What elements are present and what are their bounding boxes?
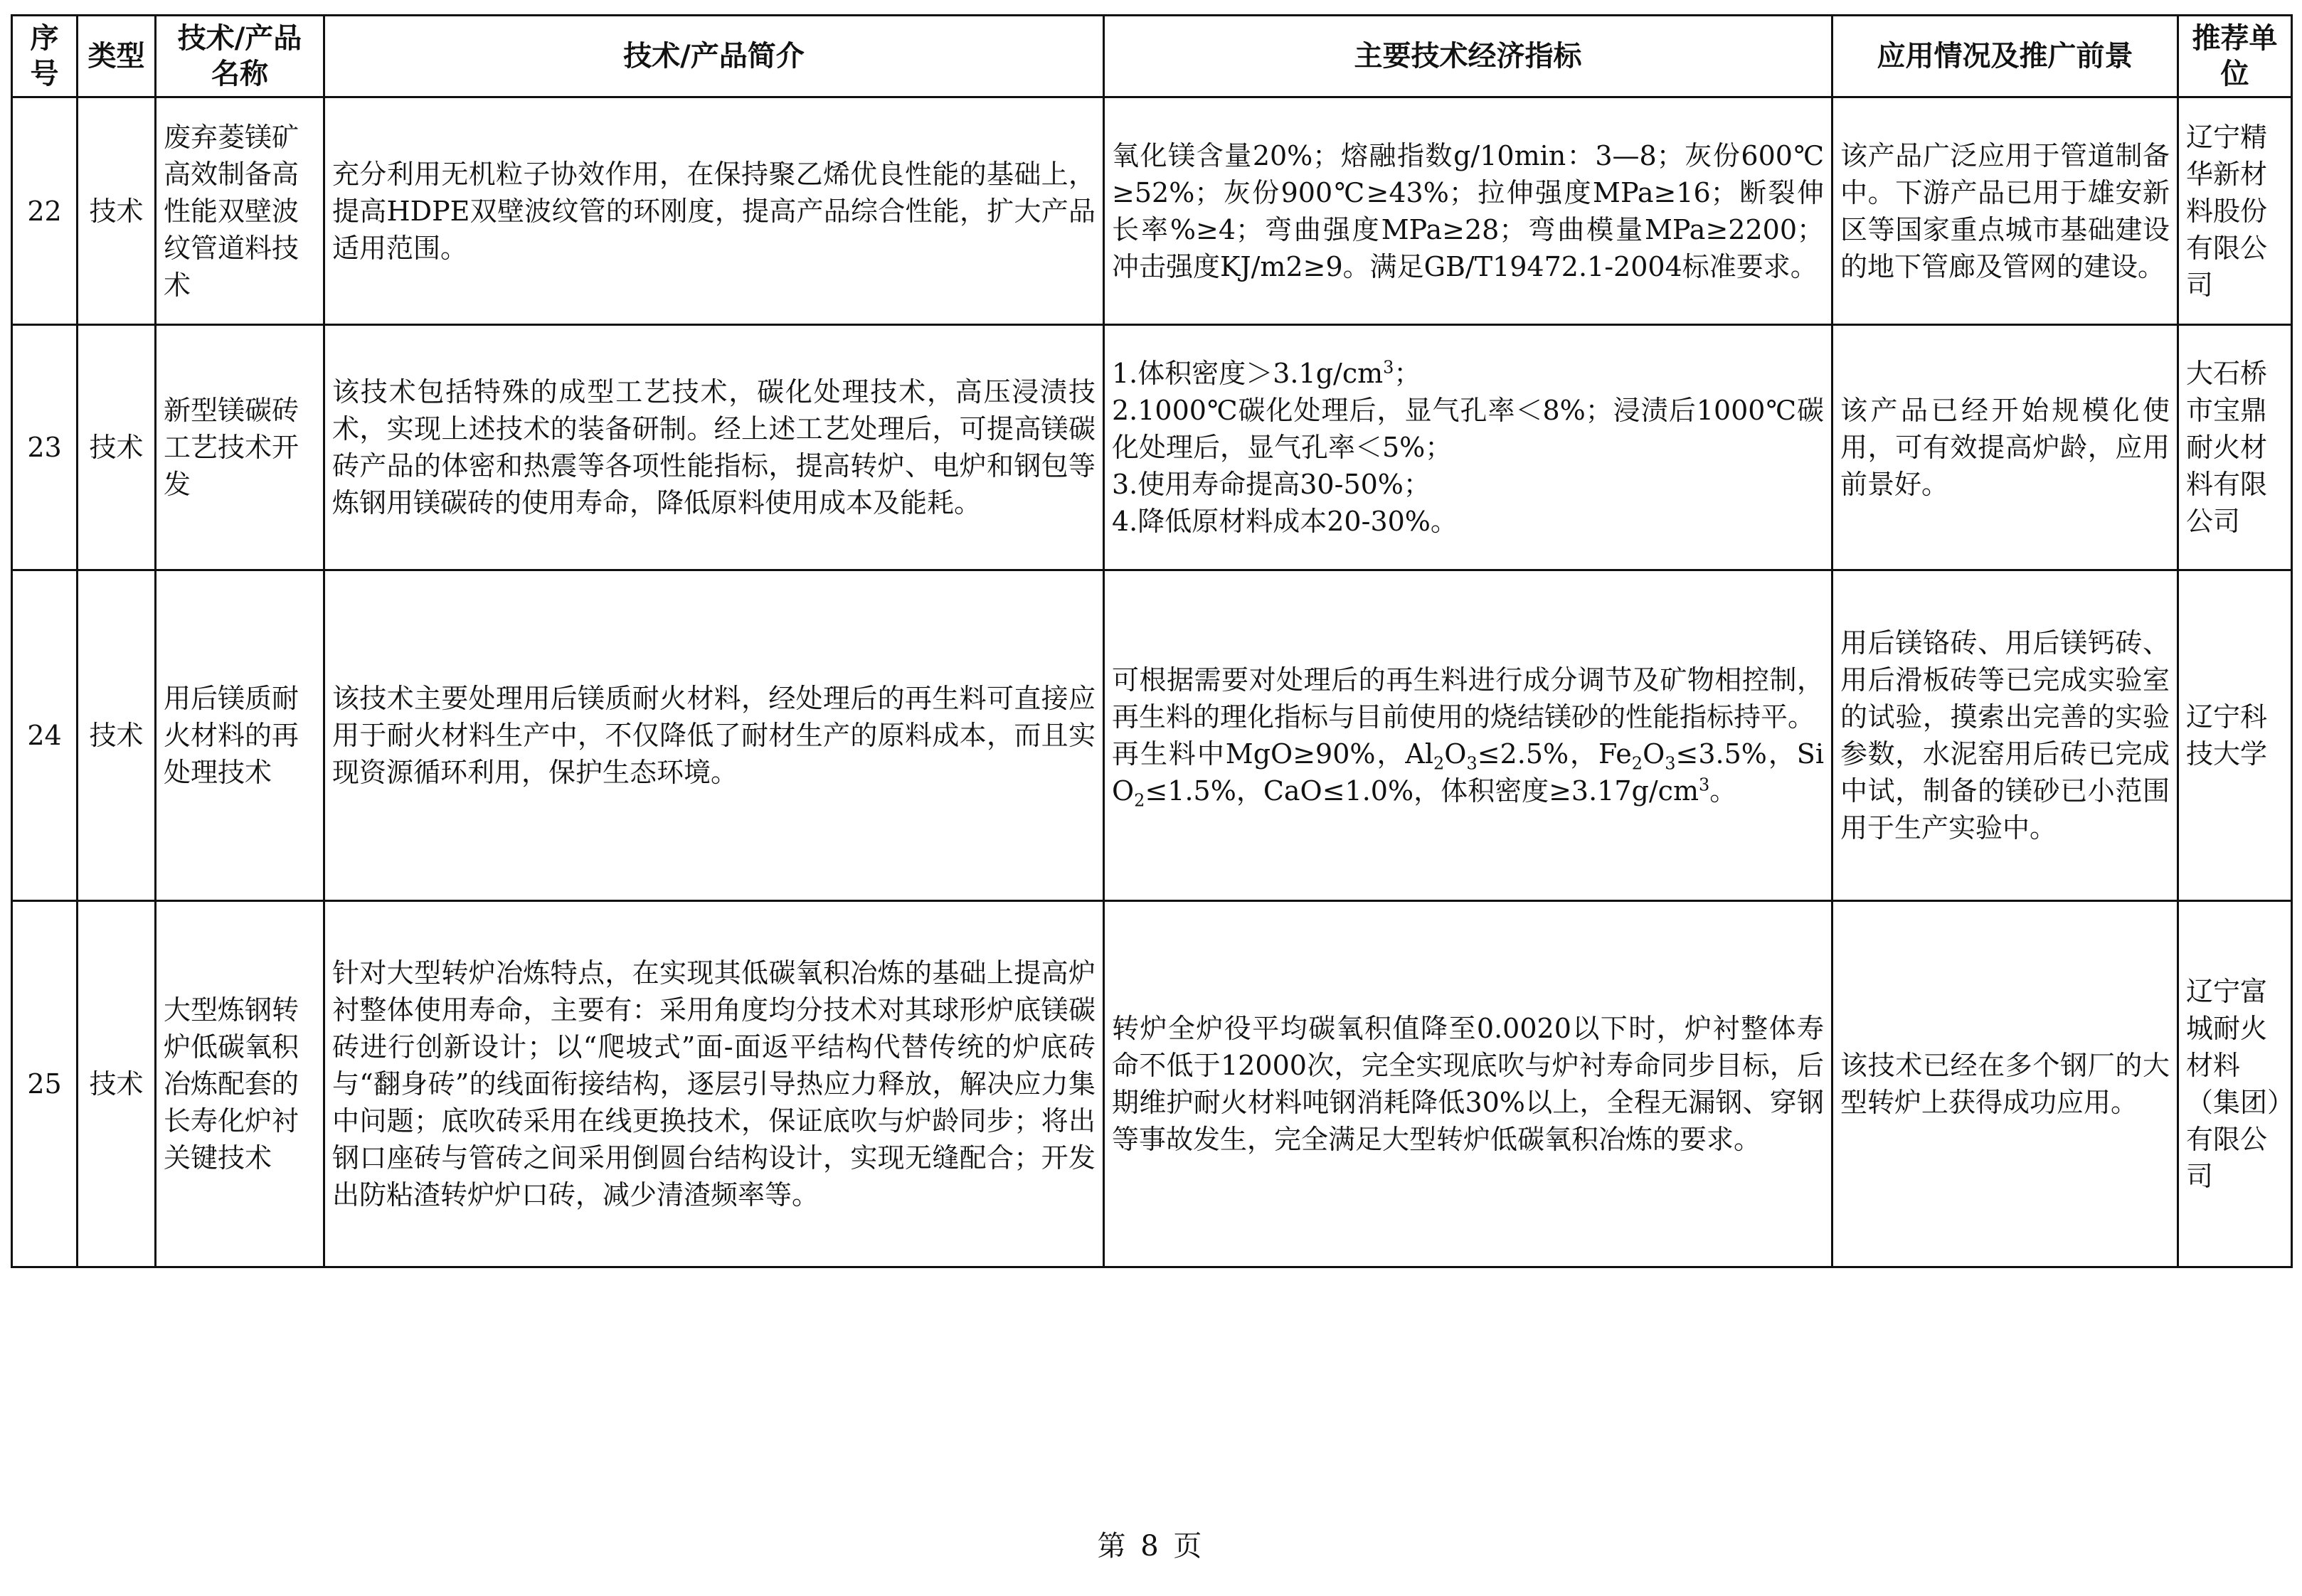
row-indicators (1104, 325, 1832, 570)
indicator-line-4: 4.降低原材料成本20-30%。 (1112, 506, 1458, 537)
row-application: 用后镁铬砖、用后镁钙砖、用后滑板砖等已完成实验室的试验，摸索出完善的实验参数，水泥窑用后砖已完成中试，制备的镁砂已小范围用于生产实验中。 (1832, 570, 2178, 901)
table-header-row (12, 16, 2292, 97)
row-type: 技术 (78, 570, 156, 901)
indicator-line-2: 2.1000℃碳化处理后，显气孔率＜8%；浸渍后1000℃碳化处理后，显气孔率＜5%； (1112, 395, 1824, 463)
header-intro: 技术/产品简介 (324, 16, 1104, 97)
row-org: 大石桥市宝鼎耐火材料有限公司 (2178, 325, 2292, 570)
header-name: 技术/产品名称 (156, 16, 324, 97)
header-no: 序号 (12, 16, 78, 97)
row-no: 25 (12, 901, 78, 1267)
indicator-paragraph-2: 再生料中MgO≥90%，$Al_2O_3\le 2.5\%$，$Fe_2O_3\le 3.5\%$，SiO$_2$≤1.5%，CaO≤1.0%，体积密度$\ge 3.17g/cm^3$。 (1112, 738, 1824, 811)
technology-table (11, 14, 2293, 1268)
row-no: 24 (12, 570, 78, 901)
indicator-line-3: 3.使用寿命提高30-50%； (1112, 469, 1431, 500)
row-name: 用后镁质耐火材料的再处理技术 (156, 570, 324, 901)
row-application: 该产品广泛应用于管道制备中。下游产品已用于雄安新区等国家重点城市基础建设的地下管廊及管网的建设。 (1832, 97, 2178, 325)
row-application: 该产品已经开始规模化使用，可有效提高炉龄，应用前景好。 (1832, 325, 2178, 570)
row-intro: 充分利用无机粒子协效作用，在保持聚乙烯优良性能的基础上，提高HDPE双壁波纹管的环刚度，提高产品综合性能，扩大产品适用范围。 (324, 97, 1104, 325)
indicator-line-1: 1.体积密度$>3.1g/cm^3$； (1112, 357, 1421, 389)
row-org: 辽宁富城耐火材料（集团）有限公司 (2178, 901, 2292, 1267)
header-application: 应用情况及推广前景 (1832, 16, 2178, 97)
row-application: 该技术已经在多个钢厂的大型转炉上获得成功应用。 (1832, 901, 2178, 1267)
row-org: 辽宁精华新材料股份有限公司 (2178, 97, 2292, 325)
row-indicators: 转炉全炉役平均碳氧积值降至0.0020以下时，炉衬整体寿命不低于12000次，完全实现底吹与炉衬寿命同步目标，后期维护耐火材料吨钢消耗降低30%以上，全程无漏钢、穿钢等事故发生，完全满足大型转炉低碳氧积冶炼的要求。 (1104, 901, 1832, 1267)
row-org: 辽宁科技大学 (2178, 570, 2292, 901)
row-intro: 该技术主要处理用后镁质耐火材料，经处理后的再生料可直接应用于耐火材料生产中，不仅降低了耐材生产的原料成本，而且实现资源循环利用，保护生态环境。 (324, 570, 1104, 901)
table-row (12, 97, 2292, 325)
row-type: 技术 (78, 325, 156, 570)
row-no: 22 (12, 97, 78, 325)
table-row (12, 325, 2292, 570)
row-name: 废弃菱镁矿高效制备高性能双壁波纹管道料技术 (156, 97, 324, 325)
row-indicators: 氧化镁含量20%；熔融指数g/10min：3—8；灰份600℃≥52%；灰份900℃≥43%；拉伸强度MPa≥16；断裂伸长率%≥4；弯曲强度MPa≥28；弯曲模量MPa≥2200；冲击强度KJ/m2≥9。满足GB/T19472.1-2004标准要求。 (1104, 97, 1832, 325)
table-row (12, 570, 2292, 901)
row-intro: 针对大型转炉冶炼特点，在实现其低碳氧积冶炼的基础上提高炉衬整体使用寿命，主要有：采用角度均分技术对其球形炉底镁碳砖进行创新设计；以“爬坡式”面-面返平结构代替传统的炉底砖与“翻身砖”的线面衔接结构，逐层引导热应力释放，解决应力集中问题；底吹砖采用在线更换技术，保证底吹与炉龄同步；将出钢口座砖与管砖之间采用倒圆台结构设计，实现无缝配合；开发出防粘渣转炉炉口砖，减少清渣频率等。 (324, 901, 1104, 1267)
indicator-paragraph-1: 可根据需要对处理后的再生料进行成分调节及矿物相控制，再生料的理化指标与目前使用的烧结镁砂的性能指标持平。 (1112, 664, 1824, 733)
row-indicators (1104, 570, 1832, 901)
row-no: 23 (12, 325, 78, 570)
header-org: 推荐单位 (2178, 16, 2292, 97)
row-type: 技术 (78, 97, 156, 325)
header-indicators: 主要技术经济指标 (1104, 16, 1832, 97)
row-name: 新型镁碳砖工艺技术开发 (156, 325, 324, 570)
row-intro: 该技术包括特殊的成型工艺技术，碳化处理技术，高压浸渍技术，实现上述技术的装备研制。经上述工艺处理后，可提高镁碳砖产品的体密和热震等各项性能指标，提高转炉、电炉和钢包等炼钢用镁碳砖的使用寿命，降低原料使用成本及能耗。 (324, 325, 1104, 570)
table-row (12, 901, 2292, 1267)
row-type: 技术 (78, 901, 156, 1267)
header-type: 类型 (78, 16, 156, 97)
row-name: 大型炼钢转炉低碳氧积冶炼配套的长寿化炉衬关键技术 (156, 901, 324, 1267)
page-number: 第 8 页 (1097, 1530, 1205, 1563)
